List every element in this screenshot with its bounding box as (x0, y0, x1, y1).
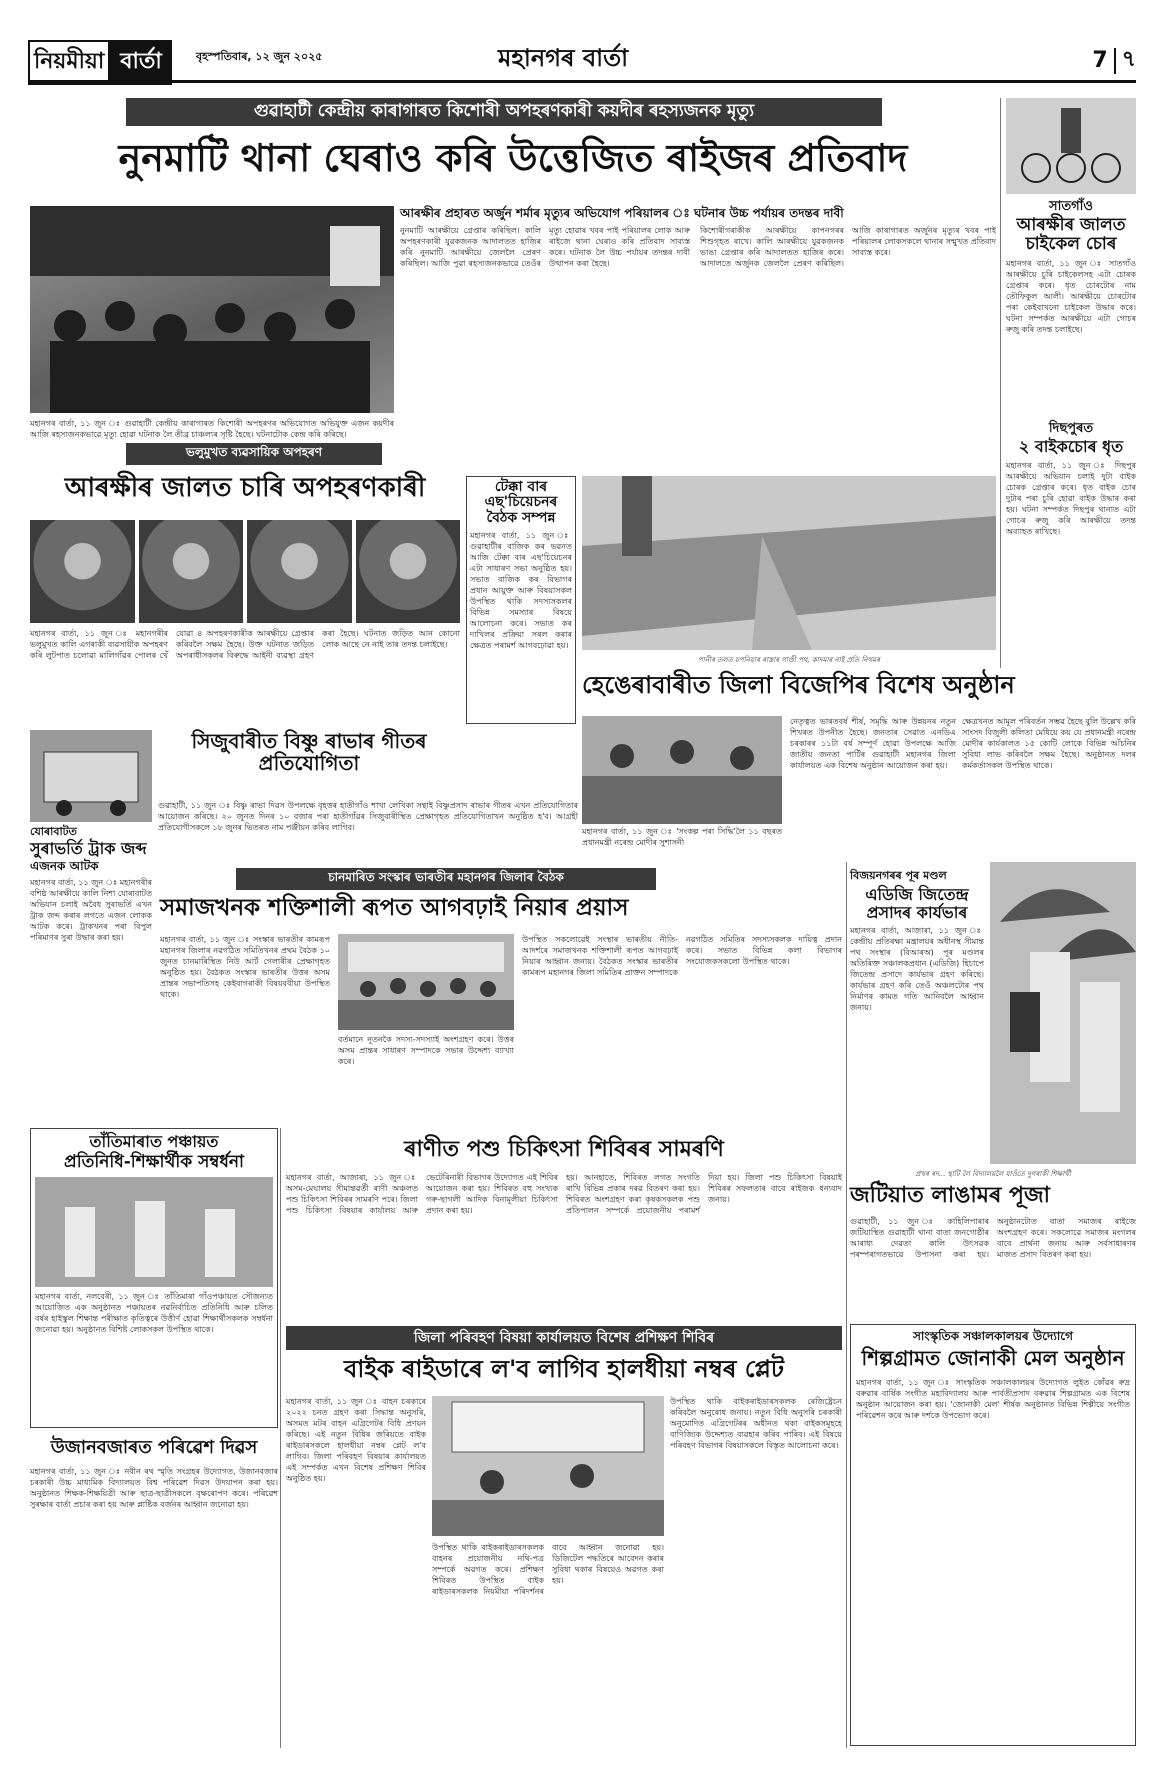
ujan-headline: উজানবজাৰত পৰিৱেশ দিৱস (50, 1437, 258, 1458)
rss-caption: বৰ্তমানে নূতনকৈ সদস্য-সদস্যাই অংশগ্ৰহণ কৰে। উত্তৰ অসম প্ৰান্তৰ সাধাৰণ সম্পাদকে সভাৰ উদ্দেশ্য ব্যাখ্যা কৰে। (338, 1035, 514, 1066)
felicitation-image (35, 1177, 273, 1287)
mugshot-1 (30, 520, 135, 623)
tech-body: মহানগৰ বাৰ্তা, ১১ জুন ঃ গুৱাহাটীৰ বাজিক কৰ ভৱনত আজি টেক্কা বাৰ এছ'চিয়েচনৰ এটা সাধাৰণ সভা অনুষ্ঠিত হয়। সভাত বাজিক কৰ বিভাগৰ প্ৰধান আয়ুক্ত আৰু বিষয়াসকল উপস্থিত থাকি সদস্যসকলৰ বিভিন্ন সমস্যাৰ বিষয়ে আলোচনা কৰে। সভাত কৰ দাখিলৰ প্ৰক্ৰিয়া সৰল কৰাৰ ক্ষেত্ৰত পৰামৰ্শ আগবঢ়োৱা হয়। (470, 531, 572, 651)
tech-headline: টেক্কা বাৰ এছ'চিয়েচনৰ বৈঠক সম্পন্ন (484, 479, 558, 526)
rain-caption: প্ৰখৰ ৰদ... ছাটি লৈ বিদ্যালয়লৈ যাওঁতে দুগৰাকী শিক্ষাৰ্থী (915, 1170, 1071, 1178)
bikethief-headline: ২ বাইকচোৰ ধৃত (1018, 436, 1124, 456)
mugshot-3 (247, 520, 352, 623)
jonaki-body: মহানগৰ বাৰ্তা, ১১ জুন ঃ সাংস্কৃতিক সঞ্চালকালয়ৰ উদ্যোগত লুইত কোঁৱৰ ৰুদ্ৰ বৰুৱাৰ বাৰ্ষিক সংগীত মহাবিদ্যালয় আৰু পাৰ্বতীপ্ৰসাদ বৰুৱাৰ শিল্পগ্ৰামত এক বিশেষ অনুষ্ঠান আয়োজন কৰা হয়। 'জোনাকী মেল' শীৰ্ষক অনুষ্ঠানত বিভিন্ন শিল্পীয়ে সংগীত পৰিৱেশন কৰে আৰু দৰ্শকে উপভোগ কৰে। (856, 1378, 1130, 1421)
sidebar-top (1006, 98, 1136, 670)
jonaki-box (850, 1324, 1136, 1746)
rss-body-b: উপস্থিত সকলোৱেই সংস্থাৰ ভাৰতীয় নীতি-আদৰ্শৰে সমাজখনক শক্তিশালী ৰূপত আগবঢ়াই নিয়াৰ আহ্বান জনায়। বৈঠকত সংস্কাৰ ভাৰতীৰ কামৰূপ মহানগৰ জিলা সমিতিৰ প্ৰাক্তন সম্পাদকে নৱগঠিত সমিতিৰ সদস্যসকলক দায়িত্ব প্ৰদান কৰে। সভাত বিভিন্ন কলা বিভাগৰ সংযোজকসকলো উপস্থিত থাকে। (522, 935, 842, 977)
kidnap-kicker: ভলুমুখত ব্যৱসায়িক অপহৰণ (126, 443, 382, 465)
bijoy-kicker: বিজয়নগৰৰ পূৰ মণ্ডল (850, 869, 947, 882)
logo-left: নিয়মীয়া (28, 40, 110, 85)
jorabat-headline: সুৰাভৰ্তি ট্ৰাক জব্দ (30, 839, 147, 859)
vet-headline: ৰাণীত পশু চিকিৎসা শিবিৰৰ সামৰণি (404, 1137, 724, 1162)
protest-crowd-image (30, 206, 394, 413)
rss-headline: সমাজখনক শক্তিশালী ৰূপত আগবঢ়াই নিয়াৰ প্ৰয়াস (160, 895, 629, 921)
jatiya-headline: জটিয়াত লাঙামৰ পূজা (850, 1183, 1051, 1208)
tatimora-headline-2: প্ৰতিনিধি-শিক্ষাৰ্থীক সম্বৰ্ধনা (64, 1151, 244, 1172)
bjp-body-b: ক্ষেত্ৰখনত আমূল পৰিবৰ্তন সম্ভৱ হৈছে বুলি উল্লেখ কৰি সাংসদ বিজুলী কলিতা মেধিয়ে কয় যে প্ৰধানমন্ত্ৰী নৰেন্দ্ৰ মোদীৰ কাৰ্যকালত ১৫ কোটি লোকে বিভিন্ন আঁচনিৰ সুবিধা লাভ কৰিবলৈ সক্ষম হৈছে। অনুষ্ঠানত দলৰ কৰ্মকৰ্তাসকল উপস্থিত থাকে। (962, 717, 1136, 770)
bicycle-body: মহানগৰ বাৰ্তা, ১১ জুন ঃ সাতগাঁও আৰক্ষীয়ে চুৰি চাইকেলসহ এটা চোৰক গ্ৰেপ্তাৰ কৰে। ধৃত চোৰটোৰ নাম তৌফিকুল আলী। আৰক্ষীয়ে চোৰটোৰ পৰা কেইবাখনো চাইকেল উদ্ধাৰ কৰে। ঘটনা সম্পৰ্কত আৰক্ষীয়ে এটা গোচৰ ৰুজু কৰি তদন্ত চলাইছে। (1006, 258, 1136, 334)
bicycle-photo (1006, 98, 1136, 194)
page-number-latin: 7 (1092, 48, 1108, 73)
lead-body-mid: নুনমাটি আৰক্ষীয়ে গ্ৰেপ্তাৰ কৰিছিল। কালি অপহৰণকাৰী যুৱকজনক আদালতত হাজিৰ কৰি নুনমাটি আৰক্ষীয়ে জেললৈ প্ৰেৰণ কৰিছিল। আজি পুৱা ৰহস্যজনকভাৱে তেওঁৰ মৃত্যু হোৱাৰ খবৰ পাই পৰিয়ালৰ লোক আৰু ৰাইজে থানা ঘেৰাও কৰি প্ৰতিবাদ সাব্যস্ত কৰে। ঘটনাক লৈ উচ্চ পৰ্যায়ৰ তদন্তৰ দাবী উত্থাপন কৰা হৈছে। (400, 226, 690, 268)
column-rule (1000, 98, 1001, 668)
jonaki-headline: শিল্পগ্ৰামত জোনাকী মেল অনুষ্ঠান (861, 1346, 1125, 1371)
lead-subhead: আৰক্ষীৰ প্ৰহাৰত অৰ্জুন শৰ্মাৰ মৃত্যুৰ অভিযোগ পৰিয়ালৰ ঃ ঘটনাৰ উচ্চ পৰ্যায়ৰ তদন্তৰ দাবী (400, 206, 844, 220)
jorabat-sub: এজনক আটক (30, 858, 99, 873)
mugshot-4 (356, 520, 461, 623)
logo (28, 40, 172, 85)
bicycle-kicker: সাতগাঁও (1049, 199, 1093, 214)
lead-body-right: কিশোৰীগৰাকীক আৰক্ষীয়ে কাপনগৰৰ শিশুগৃহত ৰাখে। কালি আৰক্ষীয়ে যুৱকজনক ভাঙা গ্ৰেপ্তাৰ কৰি আদালতত হাজিৰ কৰে। আদালতে অৰ্জুনক জেললৈ প্ৰেৰণ কৰিছিল। আজি কাৰাগাৰত অৰ্জুনৰ মৃত্যুৰ খবৰ পাই পৰিয়ালৰ লোকসকলে থানাৰ সন্মুখত প্ৰতিবাদ সাব্যস্ত কৰে। (700, 226, 996, 268)
lead-body-left: মহানগৰ বাৰ্তা, ১১ জুন ঃ গুৱাহাটী কেন্দ্ৰীয় কাৰাগাৰত কিশোৰী অপহৰণৰ অভিযোগত অভিযুক্ত এজন কয়দীৰ আজি ৰহস্যজনকভাৱে মৃত্যু হোৱা ঘটনাক লৈ তীব্ৰ চাঞ্চল্যৰ সৃষ্টি হৈছে। ঘটনাটোক কেন্দ্ৰ কৰি কৰিছে। (30, 419, 394, 439)
rss-meeting-image (338, 934, 514, 1030)
bike-body-b: উপস্থিত থাকি বাইকৰাইডাৰসকলক বাহনৰ প্ৰয়োজনীয় নথি-পত্ৰ সম্পৰ্কে অৱগত কৰে। প্ৰশিক্ষণ শিবিৰত উপস্থিত বাইক ৰাইডাৰসকলক নিয়মীয়া পৰিদৰ্শনৰ বাবে আহ্বান জনোৱা হয়। ডিজিটেল পদ্ধতিৰে আবেদন কৰাৰ সুবিধা থকাৰ বিষয়েও অৱগত কৰা হয়। (432, 1543, 664, 1596)
logo-right: বাৰ্তা (110, 40, 172, 85)
flooded-road-image (582, 476, 996, 650)
section-title: মহানগৰ বাৰ্তা (498, 44, 629, 72)
masthead (28, 38, 1136, 78)
road-photo (582, 476, 996, 650)
tatimora-box (30, 1128, 278, 1428)
bijoy-body: মহানগৰ বাৰ্তা, আজাৰা, ১১ জুন ঃ কেন্দ্ৰীয় প্ৰতিৰক্ষা মন্ত্ৰালয়ৰ অধীনস্থ সীমান্ত পথ সংস্থাৰ (বিআৰঅ) পূৰ মণ্ডলৰ অতিৰিক্ত সঞ্চালকপ্ৰধান (এডিজি) হিচাপে জিতেন্দ্ৰ প্ৰসাদে কাৰ্যভাৰ গ্ৰহণ কৰিছে। কাৰ্যভাৰ গ্ৰহণ কৰি তেওঁ অঞ্চলটোৰ পথ নিৰ্মাণৰ কামত গতি আনিবলৈ আহ্বান জনায়। (850, 926, 984, 1013)
jorabat-kicker: যোৰাবাটত (30, 825, 77, 838)
bishnu-body: গুৱাহাটী, ১১ জুন ঃ বিষ্ণু ৰাভা দিৱস উপলক্ষে বৃহত্তৰ হাতীগাঁও শাখা লেখিকা সন্থাই বিষ্ণুপ্ৰসাদ ৰাভাৰ গীতৰ এখন প্ৰতিযোগিতাৰ আয়োজন কৰিছে। ২০ জুনত দিনৰ ১০ বজাৰ পৰা হাতীগাঁৱৰ সিজুবাৰীস্থিত প্ৰেক্ষাগৃহত প্ৰতিযোগিতাখন অনুষ্ঠিত হ'ব। আগ্ৰহী প্ৰতিযোগীসকলে ১৮ জুনৰ ভিতৰত নাম পঞ্জীয়ন কৰিব লাগিব। (158, 801, 578, 832)
tatimora-photo (35, 1177, 273, 1287)
rain-photo (990, 862, 1136, 1164)
column-rule (280, 1128, 281, 1748)
bjp-headline: হেঙেৰাবাৰীত জিলা বিজেপিৰ বিশেষ অনুষ্ঠান (582, 671, 1015, 699)
bjp-caption: মহানগৰ বাৰ্তা, ১১ জুন ঃ 'সংকল্প পৰা সিদ্ধি'লৈ ১১ বছৰত প্ৰধানমন্ত্ৰী নৰেন্দ্ৰ মোদীৰ সুশাসনী (582, 827, 782, 847)
road-caption: পানীৰ তলত চপনিয়াৰ ৰাস্তাৰ গাণ্ডী পথ, কাদমাৰ নাই প্ৰতি নিগমৰ (698, 656, 880, 664)
bjp-body-a: নেতৃত্বত ভাৰতবৰ্ষ শীৰ্ষ, সমৃদ্ধি আৰু উন্নয়নৰ নতুন শিখৰত উপনীত হৈছে। জনতাৰ সেৱাত এনডিএ চৰকাৰৰ ১১টা বৰ্ষ সম্পূৰ্ণ হোৱা উপলক্ষে আজি জাতীয় জনতা পাৰ্টিৰ গুৱাহাটী মহানগৰ জিলা কাৰ্যালয়ত এক বিশেষ অনুষ্ঠান আয়োজন কৰা হয়। (790, 717, 956, 770)
vet-body-b: হয়। আনহাতে, শিবিৰত লগত সংগতি ৰাখি বিভিন্ন প্ৰকাৰ দৰৱ বিতৰণ কৰা হয়। শিবিৰত অংশগ্ৰহণ কৰা কৃষকসকলক পশু প্ৰতিপালন সম্পৰ্কে প্ৰয়োজনীয় পৰামৰ্শ দিয়া হয়। জিলা পশু চিকিৎসা বিষয়াই শিবিৰৰ সফলতাৰ বাবে ৰাইজক ধন্যবাদ জনায়। (566, 1173, 842, 1215)
lead-headline: নুনমাটি থানা ঘেৰাও কৰি উত্তেজিত ৰাইজৰ প্ৰতিবাদ (118, 136, 908, 180)
bike-headline: বাইক ৰাইডাৰে ল'ব লাগিব হালধীয়া নম্বৰ প্লেট (344, 1355, 784, 1383)
lead-kicker: গুৱাহাটী কেন্দ্ৰীয় কাৰাগাৰত কিশোৰী অপহৰণকাৰী কয়দীৰ ৰহস্যজনক মৃত্যু (126, 98, 882, 126)
kidnap-body: মহানগৰ বাৰ্তা, ১১ জুন ঃ মহানগৰীৰ ভলুমুখত কালি এগৰাকী ব্যৱসায়ীক অপহৰণ কৰি লুটপাত চলোৱা মালিগাঁৱৰ পোলৰ খেঁ যোৱা ৪ অপহৰণকাৰীক আৰক্ষীয়ে গ্ৰেপ্তাৰ কৰিবলৈ সক্ষম হৈছে। উক্ত ঘটনাত জড়িত অপৰাধীসকলৰ বিৰুদ্ধে আইনী ব্যৱস্থা গ্ৰহণ কৰা হৈছে। ঘটনাত জড়িত আন কোনো লোক আছে নে নাই তাৰ তদন্ত চলাইছে। (30, 629, 460, 660)
bike-body-c: উপস্থিত থাকি বাইকৰাইডাৰসকলক ৰেজিষ্ট্ৰেচন কৰিবলৈ অনুৰোধ জনায়। নতুন বিধি অনুসৰি চৰকাৰী অনুমোদিত এগ্ৰিগেটৰৰ অধীনত থকা বাইকসমূহহে বাণিজ্যিক উদ্দেশ্যত ব্যৱহাৰ কৰিব পাৰিব। এই বিষয়ে পৰিবহণ বিভাগৰ বিষয়াসকলে বিস্তৃত আলোচনা কৰে। (670, 1397, 842, 1450)
rss-photo (338, 934, 514, 1030)
mugshot-2 (139, 520, 244, 623)
bike-body-a: মহানগৰ বাৰ্তা, ১১ জুন ঃ বাহন চৰকাৰে ২০২২ চনত গ্ৰহণ কৰা সিদ্ধান্ত অনুসৰি, অসমত মটৰ বাহন এগ্ৰিগেটৰ বিধি প্ৰণয়ন কৰিছে। এই নতুন বিধিৰ জৰিয়তে বাইক ৰাইডাৰসকলে হালধীয়া নম্বৰ প্লেট ল'ব লাগিব। জিলা পৰিবহণ বিষয়াৰ কাৰ্যালয়ত এই সম্পৰ্কত এখন বিশেষ প্ৰশিক্ষণ শিবিৰ অনুষ্ঠিত হয়। (286, 1397, 426, 1483)
issue-date: বৃহস্পতিবাৰ, ১২ জুন ২০২৫ (196, 50, 323, 63)
truck-photo (30, 730, 152, 822)
bikethief-body: মহানগৰ বাৰ্তা, ১১ জুন ঃ দিছপুৰ আৰক্ষীয়ে অভিযান চলাই দুটা বাইক চোৰক গ্ৰেপ্তাৰ কৰে। ধৃত বাইক চোৰ দুটাৰ পৰা চুৰি হোৱা বাইক উদ্ধাৰ কৰা হয়। ঘটনা সম্পৰ্কত দিছপুৰ থানাত এটা গোচৰ ৰুজু কৰি আৰক্ষীয়ে তদন্ত অব্যাহত ৰাখিছে। (1006, 460, 1136, 536)
transport-training-image (432, 1396, 664, 1536)
page-number (1092, 42, 1136, 79)
jorabat-box (30, 826, 152, 1074)
bishnu-headline: সিজুবাৰীত বিষ্ণু ৰাভাৰ গীতৰ প্ৰতিযোগিতা (191, 729, 427, 775)
jatiya-body: গুৱাহাটী, ১১ জুন ঃ কাহিলিপাৰাৰ জটিয়াস্থিত গুৱাহাটী থানা বাতা জনগোষ্ঠীৰ আৰাধ্য দেৱতা কালি উৎসৱক পৰম্পৰাগতভাৱে উপাসনা কৰা হয়। অনুষ্ঠানটোত বাতা সমাজৰ ৰাইজে অংশগ্ৰহণ কৰে। সকলোৱে সমাজৰ মংগলৰ বাবে প্ৰাৰ্থনা জনায় আৰু সৰ্বসাধাৰণৰ মাজত প্ৰসাদ বিতৰণ কৰা হয়। (850, 1217, 1136, 1259)
page-number-divider (1114, 48, 1116, 74)
jorabat-body: মহানগৰ বাৰ্তা, ১১ জুন ঃ মহানগৰীৰ বশিষ্ঠ আৰক্ষীয়ে কালি নিশা যোৰাবাটত অভিযান চলাই অবৈধ সুৰাভৰ্তি এখন ট্ৰাক জব্দ কৰাৰ লগতে এজন লোকক আটক কৰে। ট্ৰাকখনৰ পৰা বিপুল পৰিমাণৰ সুৰা উদ্ধাৰ কৰা হয়। (30, 877, 152, 942)
bike-photo (432, 1396, 664, 1536)
bikethief-kicker: দিছপুৰত (1048, 420, 1094, 436)
vet-body-a: মহানগৰ বাৰ্তা, আজাৰা, ১১ জুন ঃ অসম-মেঘালয় সীমান্তৱৰ্তী ৰাণী অঞ্চলত পশু চিকিৎসা শিবিৰৰ সামৰণি পৰে। জিলা পশু চিকিৎসা বিষয়াৰ কাৰ্যালয় আৰু ভেটেৰিনাৰী বিভাগৰ উদ্যোগত এই শিবিৰ আয়োজন কৰা হয়। শিবিৰত বহু সংখ্যক গৰু-ছাগলী আদিক বিনামূলীয়া চিকিৎসা প্ৰদান কৰা হয়। (286, 1173, 558, 1215)
bicycle-image (1006, 98, 1136, 194)
jonaki-kicker: সাংস্কৃতিক সঞ্চালকালয়ৰ উদ্যোগে (912, 1329, 1073, 1343)
tatimora-headline-1: তাঁতিমাৰাত পঞ্চায়ত (89, 1132, 219, 1151)
rss-kicker: চানমাৰিত সংস্কাৰ ভাৰতীৰ মহানগৰ জিলাৰ বৈঠক (236, 868, 656, 890)
tatimora-body: মহানগৰ বাৰ্তা, নলবেৰী, ১১ জুন ঃ তাঁতিমাৰা গাঁওপঞ্চায়ত সৌজন্যত আয়োজিত এক অনুষ্ঠানত পঞ্চায়তৰ নৱনিৰ্বাচিত প্ৰতিনিধি আৰু চলিত বৰ্ষৰ হাইস্কুল শিক্ষান্ত পৰীক্ষাত কৃতিত্বৰে উত্তীৰ্ণ হোৱা শিক্ষাৰ্থীসকলক সম্বৰ্ধনা জনোৱা হয়। অনুষ্ঠানত বিশিষ্ট লোকসকল উপস্থিত থাকে। (35, 1292, 273, 1335)
bjp-event-image (582, 716, 782, 824)
truck-image (30, 730, 152, 822)
column-rule (846, 862, 847, 1748)
page-number-native: ৭ (1121, 47, 1136, 72)
tech-box (466, 476, 576, 724)
masthead-rule (28, 80, 1136, 83)
bike-kicker: জিলা পৰিবহণ বিষয়া কাৰ্যালয়ত বিশেষ প্ৰশিক্ষণ শিবিৰ (286, 1326, 842, 1350)
bjp-photo (582, 716, 782, 824)
kidnap-mugshots (30, 520, 460, 623)
kidnap-headline: আৰক্ষীৰ জালত চাৰি অপহৰণকাৰী (64, 473, 426, 503)
rss-body-a: মহানগৰ বাৰ্তা, ১১ জুন ঃ সংস্কাৰ ভাৰতীৰ কামৰূপ মহানগৰ জিলাৰ নৱগঠিত সমিতিখনৰ প্ৰথম বৈঠক ১০ জুনত চানমাৰিস্থিত নিউ আৰ্ট গেলাৰীৰ প্ৰেক্ষাগৃহত অনুষ্ঠিত হয়। বৈঠকত সংস্কাৰ ভাৰতীৰ উত্তৰ অসম প্ৰান্তৰ সভাপতিসহ কেইবাগৰাকী বিষয়ববীয়া উপস্থিত থাকে। (160, 935, 330, 999)
bicycle-headline: আৰক্ষীৰ জালত চাইকেল চোৰ (1016, 215, 1126, 254)
bijoy-headline: এডিজি জিতেন্দ্ৰ প্ৰসাদৰ কাৰ্যভাৰ (865, 885, 969, 922)
ujan-body: মহানগৰ বাৰ্তা, ১১ জুন ঃ নবীন ৰথ স্মৃতি সংগ্ৰহৰ উদ্যোগত, উজানবজাৰ চৰকাৰী উচ্চ মাধ্যমিক বিদ্যালয়ত বিশ্ব পৰিৱেশ দিৱস উদযাপন কৰা হয়। অনুষ্ঠানত শিক্ষক-শিক্ষয়িত্ৰী আৰু ছাত্ৰ-ছাত্ৰীসকলে বৃক্ষৰোপণ কৰে। পৰিৱেশ সুৰক্ষাৰ বাৰ্তা প্ৰচাৰ কৰা হয় আৰু প্লাষ্টিক বৰ্জনৰ আহ্বান জনোৱা হয়। (30, 1467, 278, 1509)
students-umbrella-image (990, 862, 1136, 1164)
lead-photo-protest (30, 206, 394, 413)
